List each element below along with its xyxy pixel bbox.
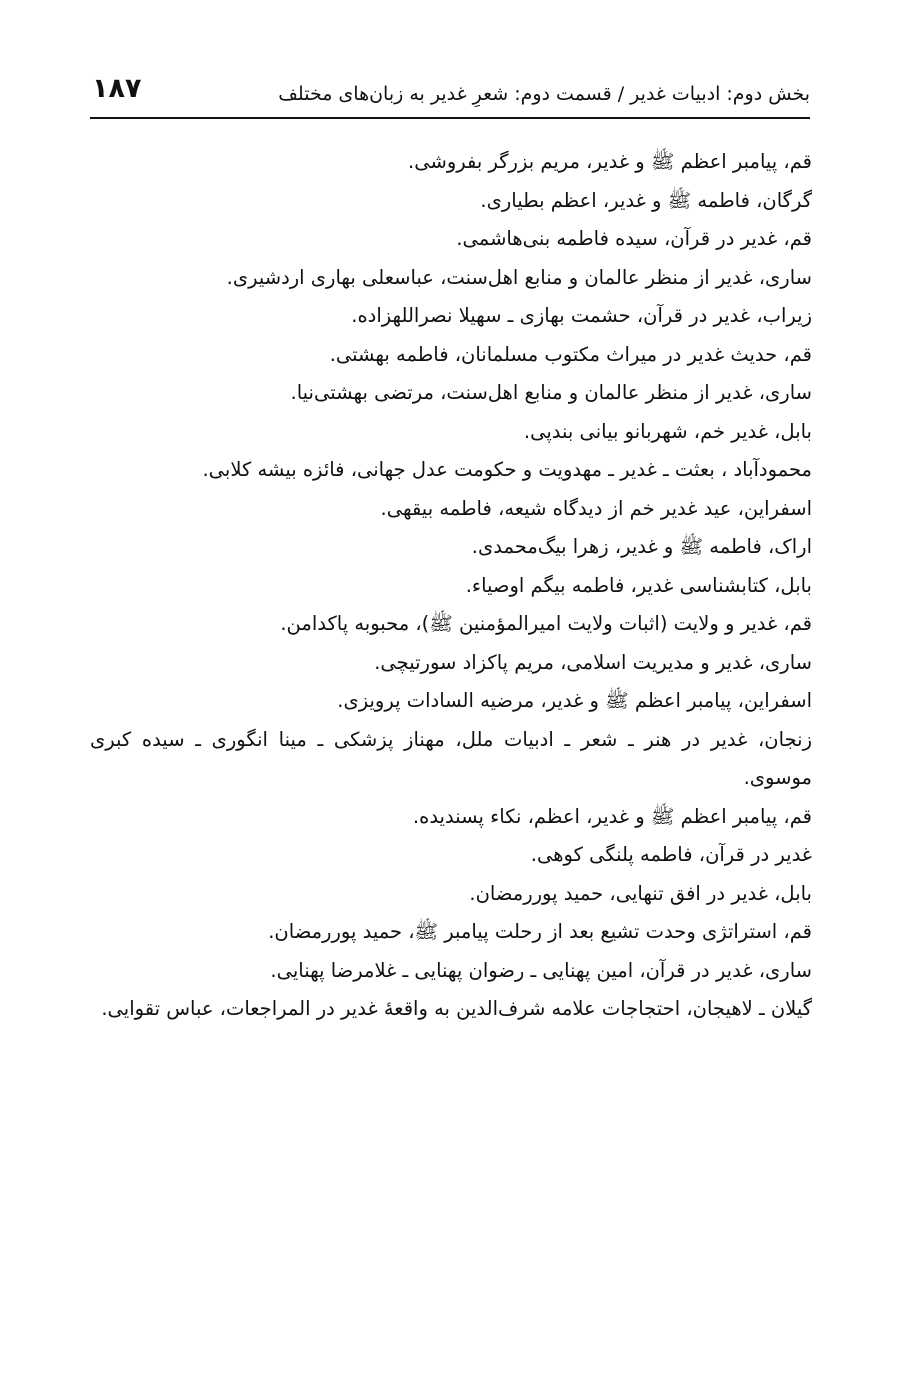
list-item: محمودآباد ، بعثت ـ غدیر ـ مهدویت و حکومت عدل جهانی، فائزه بیشه کلابی.: [202, 458, 812, 481]
header-divider: [90, 117, 810, 119]
list-item: زیراب، غدیر در قرآن، حشمت بهازی ـ سهیلا نصراللهزاده.: [351, 304, 812, 327]
list-item: بابل، کتابشناسی غدیر، فاطمه بیگم اوصیاء.: [465, 573, 812, 597]
list-item: ساری، غدیر در قرآن، امین پهنایی ـ رضوان پهنایی ـ غلامرضا پهنایی.: [270, 958, 812, 982]
list-item: اسفراین، پیامبر اعظم ﷺ و غدیر، مرضیه السادات پرویزی.: [337, 689, 812, 712]
list-item: ساری، غدیر از منظر عالمان و منابع اهل‌سنت، مرتضی بهشتی‌نیا.: [290, 381, 812, 404]
list-item: اسفراین، عید غدیر خم از دیدگاه شیعه، فاطمه بیقهی.: [380, 496, 812, 520]
list-item: ساری، غدیر و مدیریت اسلامی، مریم پاکزاد سورتیچی.: [374, 650, 812, 674]
running-header: [90, 68, 810, 116]
list-item: گرگان، فاطمه ﷺ و غدیر، اعظم بطیاری.: [480, 188, 812, 212]
list-item: غدیر در قرآن، فاطمه پلنگی کوهی.: [530, 843, 812, 866]
page-number: ۱۸۷: [92, 73, 142, 104]
list-item: قم، استراتژی وحدت تشیع بعد از رحلت پیامبر ﷺ، حمید پوررمضان.: [268, 920, 812, 943]
list-item: قم، پیامبر اعظم ﷺ و غدیر، مریم بزرگر بفروشی.: [408, 150, 812, 173]
list-item: گیلان ـ لاهیجان، احتجاجات علامه شرف‌الدین به واقعهٔ غدیر در المراجعات، عباس تقوایی.: [101, 997, 812, 1020]
list-item: قم، حدیث غدیر در میراث مکتوب مسلمانان، فاطمه بهشتی.: [329, 342, 812, 366]
list-item: بابل، غدیر در افق تنهایی، حمید پوررمضان.: [469, 881, 812, 905]
list-item: اراک، فاطمه ﷺ و غدیر، زهرا بیگ‌محمدی.: [471, 535, 812, 558]
list-item: ساری، غدیر از منظر عالمان و منابع اهل‌سنت، عباسعلی بهاری اردشیری.: [226, 265, 812, 289]
entry-list: [90, 143, 812, 1029]
list-item: قم، غدیر در قرآن، سیده فاطمه بنی‌هاشمی.: [456, 227, 812, 250]
list-item: زنجان، غدیر در هنر ـ شعر ـ ادبیات ملل، مهناز پزشکی ـ مینا انگوری ـ سیده کبری موسوی.: [90, 727, 812, 789]
list-item: بابل، غدیر خم، شهربانو بیانی بندپی.: [523, 419, 812, 443]
list-item: قم، غدیر و ولایت (اثبات ولایت امیرالمؤمنین ﷺ)، محبوبه پاکدامن.: [280, 612, 812, 635]
running-header-title: بخش دوم: ادبیات غدیر / قسمت دوم: شعرِ غدیر به زبان‌های مختلف: [278, 83, 810, 105]
list-item: قم، پیامبر اعظم ﷺ و غدیر، اعظم، نکاء پسندیده.: [412, 804, 812, 828]
